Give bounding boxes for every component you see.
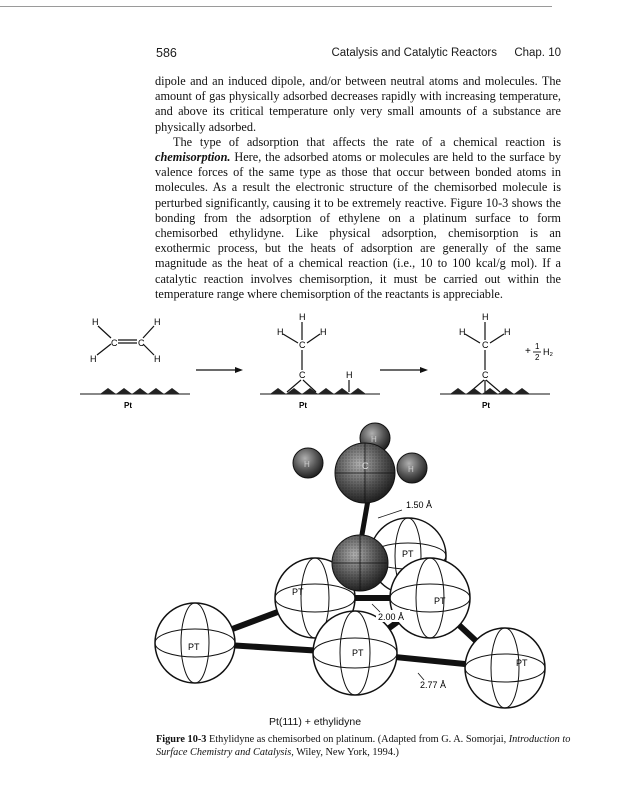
h-atom [397, 453, 427, 483]
svg-text:H: H [408, 465, 414, 474]
h-atom [293, 448, 323, 478]
svg-text:PT: PT [402, 549, 414, 559]
ethylene-bonds [97, 326, 154, 355]
svg-text:PT: PT [292, 587, 304, 597]
h-atom-label: H [459, 327, 466, 337]
h-atom-label: H [154, 317, 161, 327]
ethylene-panel [80, 317, 190, 408]
dist-cc-annotation [378, 500, 432, 518]
pt-label: Pt [299, 401, 307, 408]
h-atom-label: H [90, 354, 97, 364]
arrow-1 [196, 367, 243, 373]
pt-atom [155, 603, 235, 683]
pt-label: Pt [482, 401, 490, 408]
svg-text:2.00 Å: 2.00 Å [378, 612, 405, 622]
svg-text:PT: PT [188, 642, 200, 652]
intermediate-bonds [283, 322, 349, 392]
svg-text:2.77 Å: 2.77 Å [420, 680, 447, 690]
term-chemisorption: chemisorption. [155, 150, 231, 165]
caption-text: Ethylidyne as chemisorbed on platinum. (Adapted from G. A. Somorjai, [209, 734, 507, 745]
pt-atom [390, 558, 470, 638]
h-atom-label: H [320, 327, 327, 337]
h-atom-label: H [154, 354, 161, 364]
h-atom-label: H [299, 312, 306, 322]
citation-title: Introduction to Surface Chemistry and Catalysis, [156, 734, 571, 758]
h-atom-label: H [277, 327, 284, 337]
svg-text:2: 2 [535, 353, 540, 362]
running-title: Catalysis and Catalytic Reactors [331, 47, 497, 59]
top-rule [0, 6, 552, 7]
reaction-scheme [80, 308, 580, 408]
c-atom-label: C [299, 370, 306, 380]
pt-label: Pt [124, 401, 132, 408]
h-atom-label: H [482, 312, 489, 322]
ethylidyne-bonds [465, 322, 504, 392]
paragraph-2 [155, 135, 561, 302]
intermediate-panel [260, 312, 380, 408]
pt-atom [313, 611, 397, 695]
paragraph-2-rest: Here, the adsorbed atoms or molecules are held to the surface by valence forces of the same type as those that occur between bonded atoms in molecules. As a result the electronic structure of the chemisorbed molecule is perturbed significantly, causing it to be extremely reactive. Figure 10-3 shows the bonding from the adsorption of ethylene on a platinum surface to form chemisorbed ethylidyne. Like physical adsorption, chemisorption is an exothermic process, but the heats of adsorption are generally of the same magnitude as the heat of a chemical reaction (i.e., 10 to 100 kcal/g mol). If a catalytic reaction involves chemisorption, it must be carried out within the temperature range where chemisorption of the reactants is appreciable. [155, 150, 561, 301]
half-h2-product [525, 342, 553, 362]
c-atom-upper [335, 443, 395, 503]
pt-surface-atoms [270, 388, 366, 394]
svg-text:PT: PT [516, 658, 528, 668]
ethylidyne-panel [440, 312, 553, 408]
model-label: Pt(111) + ethylidyne [268, 716, 362, 728]
svg-text:H₂: H₂ [543, 347, 553, 357]
h-atom-label: H [504, 327, 511, 337]
svg-text:1: 1 [535, 342, 540, 351]
h-atom-label: H [92, 317, 99, 327]
c-atom-label: C [299, 340, 306, 350]
figure-caption [156, 733, 576, 759]
svg-text:PT: PT [434, 596, 446, 606]
page-number: 586 [156, 46, 177, 60]
c-atom-label: C [111, 338, 118, 348]
svg-text:H: H [371, 435, 377, 444]
svg-text:1.50 Å: 1.50 Å [406, 500, 433, 510]
svg-text:+: + [525, 346, 531, 357]
running-header [156, 46, 561, 62]
c-atom-label: C [482, 340, 489, 350]
c-atom-label: C [138, 338, 145, 348]
h-atom-label: H [346, 370, 353, 380]
dist-ptpt-annotation [418, 673, 446, 690]
figure-label: Figure 10-3 [156, 734, 207, 745]
svg-text:C: C [362, 461, 369, 471]
pt-atom [465, 628, 545, 708]
c-atom-lower [332, 535, 388, 591]
pt-surface-atoms [100, 388, 180, 394]
svg-text:PT: PT [352, 648, 364, 658]
svg-text:H: H [304, 460, 310, 469]
citation-rest: Wiley, New York, 1994.) [296, 747, 399, 758]
c-atom-label: C [482, 370, 489, 380]
arrow-2 [380, 367, 428, 373]
chapter-label: Chap. 10 [514, 47, 561, 59]
paragraph-1: dipole and an induced dipole, and/or between neutral atoms and molecules. The amount of gas physically adsorbed decreases rapidly with increasing temperature, and above its critical temperature only very small amounts of a substance are physically adsorbed. [155, 74, 561, 134]
pt-surface-atoms [450, 388, 530, 394]
ethylidyne-ball-model [150, 418, 570, 718]
body-text [155, 74, 561, 302]
paragraph-2-lead: The type of adsorption that affects the rate of a chemical reaction is [173, 134, 561, 149]
